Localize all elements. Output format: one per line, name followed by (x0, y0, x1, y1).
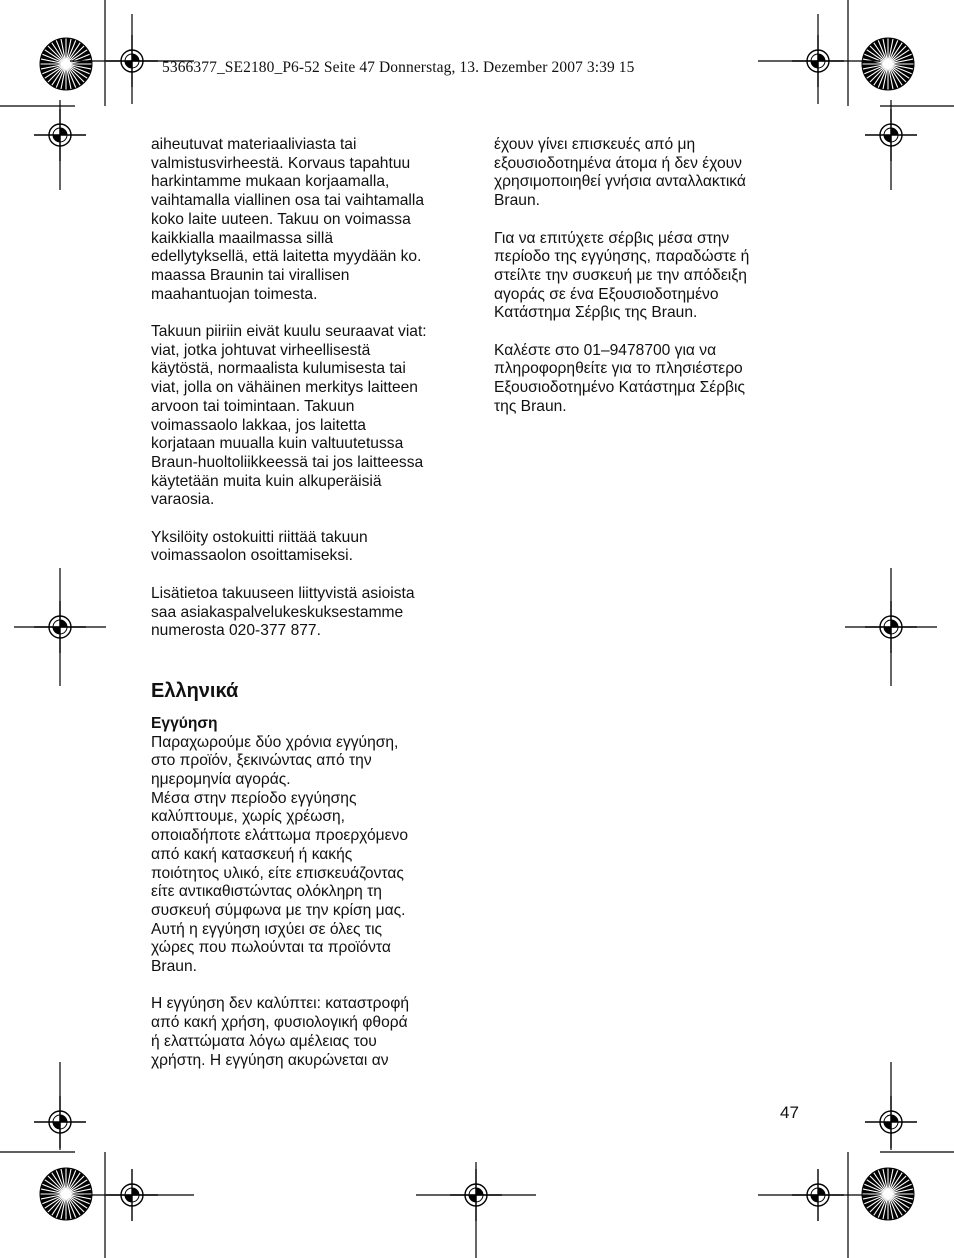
finnish-warranty-paragraph-1: aiheutuvat materiaaliviasta tai valmistusvirheestä. Korvaus tapahtuu harkintamme mukaan korjaamalla, vaihtamalla viallinen osa tai vaihtamalla koko laite uuteen. Takuu on voimassa kaikkialla maailmassa sillä edellytyksellä, että laitetta myydään ko. maassa Braunin tai virallisen maahantuojan toimesta. (151, 136, 425, 303)
print-slug-line: 5366377_SE2180_P6-52 Seite 47 Donnerstag, 13. Dezember 2007 3:39 15 (162, 59, 635, 76)
starburst-mark-top-right (862, 38, 914, 90)
starburst-mark-bottom-right (862, 1168, 914, 1220)
finnish-warranty-paragraph-2: Takuun piiriin eivät kuulu seuraavat viat: viat, jotka johtuvat virheellisestä käytöstä, normaalista kulumisesta tai viat, jolla on vähäinen merkitys laitteen arvoon tai toimintaan. Takuun voimassaolo lakkaa, jos laitetta korjataan muualla kuin valtuutetussa Braun-huoltoliikkeessä tai jos laitteessa käytetään muita kuin alkuperäisiä varaosia. (151, 323, 427, 509)
greek-warranty-paragraph-2: Η εγγύηση δεν καλύπτει: καταστροφή από κακή χρήση, φυσιολογική φθορά ή ελαττώματα λόγω αμέλειας του χρήστη. Η εγγύηση ακυρώνεται αν (151, 995, 409, 1069)
section-heading-greek: Ελληνικά (151, 679, 239, 702)
right-column (494, 136, 799, 435)
greek-warranty-paragraph-3: έχουν γίνει επισκευές από μη εξουσιοδοτημένα άτομα ή δεν έχουν χρησιμοποιηθεί γνήσια ανταλλακτικά Braun. (494, 136, 746, 210)
starburst-mark-top-left (40, 38, 92, 90)
page-number: 47 (780, 1103, 799, 1122)
finnish-warranty-paragraph-3: Yksilöity ostokuitti riittää takuun voimassaolon osoittamiseksi. (151, 528, 368, 565)
starburst-mark-bottom-left (40, 1168, 92, 1220)
section-subheading-warranty: Εγγύηση (151, 714, 218, 732)
greek-warranty-paragraph-4: Για να επιτύχετε σέρβις μέσα στην περίοδο της εγγύησης, παραδώστε ή στείλτε την συσκευή με την απόδειξη αγοράς σε ένα Εξουσιοδοτημένο Κατάστημα Σέρβις της Braun. (494, 229, 750, 322)
left-column (151, 136, 466, 1089)
finnish-warranty-paragraph-4: Lisätietoa takuuseen liittyvistä asioista saa asiakaspalvelukeskuksestamme numerosta 020-377 877. (151, 584, 415, 640)
greek-warranty-paragraph-1: Παραχωρούμε δύο χρόνια εγγύηση, στο προϊόν, ξεκινώντας από την ημερομηνία αγοράς. Μέσα στην περίοδο εγγύησης καλύπτουμε, χωρίς χρέωση, οποιαδήποτε ελάττωμα προερχόμενο από κακή κατασκευή ή κακής ποιότητος υλικό, είτε επισκευάζοντας είτε αντικαθιστώντας ολόκληρη τη συσκευή σύμφωνα με την κρίση μας. Αυτή η εγγύηση ισχύει σε όλες τις χώρες που πωλούνται τα προϊόντα Braun. (151, 733, 409, 976)
greek-warranty-paragraph-5: Καλέστε στο 01–9478700 για να πληροφορηθείτε για το πλησιέστερο Εξουσιοδοτημένο Κατάστημα Σέρβις της Braun. (494, 341, 746, 415)
